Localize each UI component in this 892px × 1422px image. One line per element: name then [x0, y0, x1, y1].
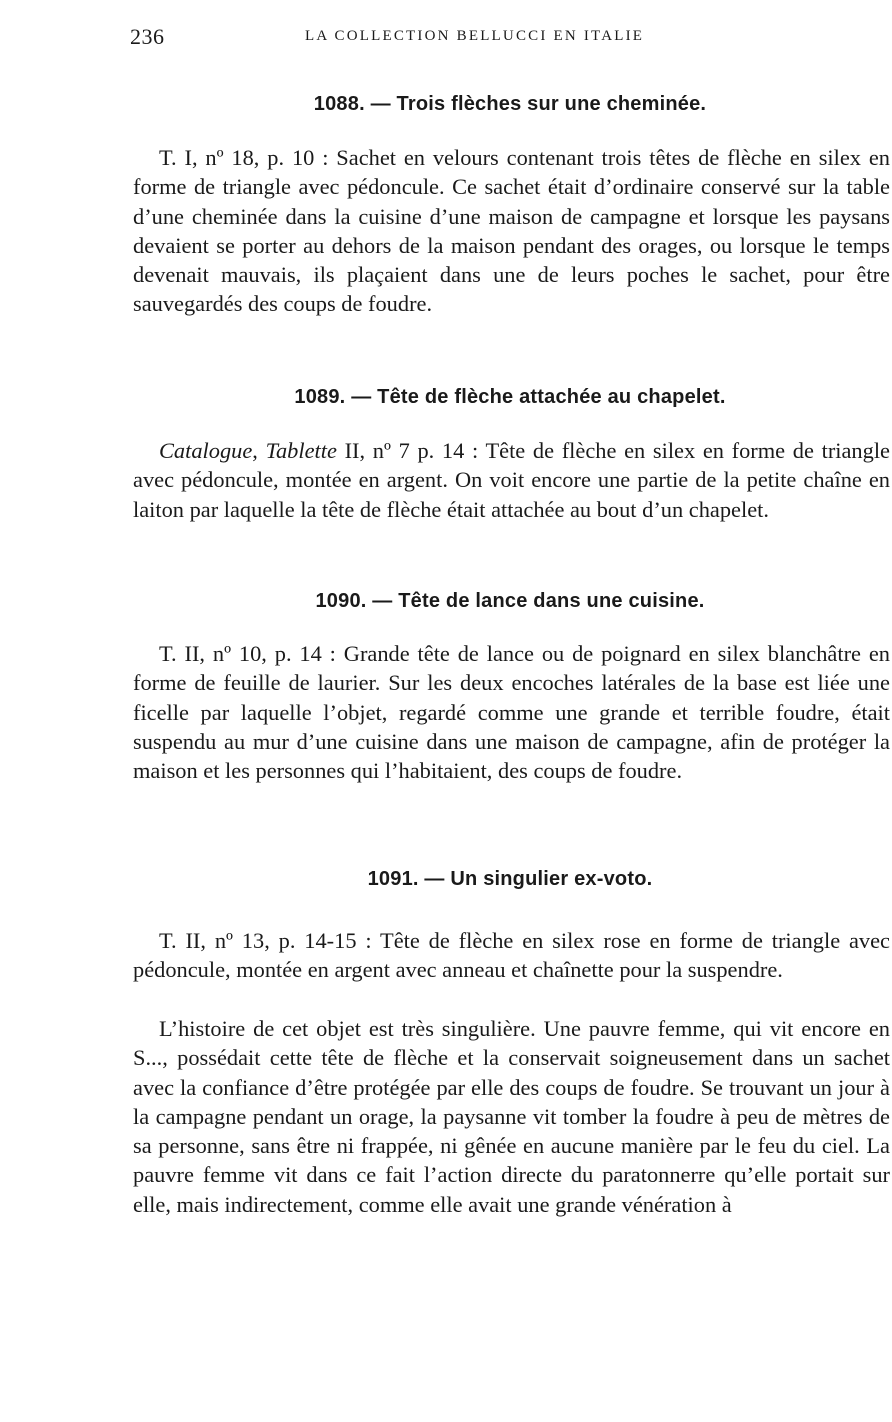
entry-paragraph-1089	[133, 436, 890, 524]
source-separator: ,	[252, 438, 266, 463]
source-catalogue: Catalogue	[159, 438, 253, 463]
entry-paragraph-1089-text: II, nº 7 p. 14 : Tête de flèche en silex en forme de triangle avec pédoncule, montée en argent. On voit encore une partie de la petite chaîne en laiton par laquelle la tête de flèche était attachée au bout d’un chapelet.	[133, 438, 890, 522]
entry-title-1090: 1090. — Tête de lance dans une cuisine.	[315, 590, 705, 612]
entry-paragraph-1091-b: L’histoire de cet objet est très singulière. Une pauvre femme, qui vit encore en S..., possédait cette tête de flèche et la conservait soigneusement dans un sachet avec la confiance d’être protégée par elle des coups de foudre. Se trouvant un jour à la campagne pendant un orage, la paysanne vit tomber la foudre à peu de mètres de sa personne, sans être ni frappée, ni gênée en aucune manière par le feu du ciel. La pauvre femme vit dans ce fait l’action directe du paratonnerre qu’elle portait sur elle, mais indirectement, comme elle avait une grande vénération à	[133, 1016, 890, 1217]
source-tablette: Tablette	[265, 438, 337, 463]
entry-title-1088: 1088. — Trois flèches sur une cheminée.	[313, 93, 707, 115]
entry-paragraph-1088: T. I, nº 18, p. 10 : Sachet en velours contenant trois têtes de flèche en silex en forme de triangle avec pédoncule. Ce sachet était d’ordinaire conservé sur la table d’une cheminée dans la cuisine d’une maison de campagne et lorsque les paysans devaient se porter au dehors de la maison pendant des orages, ou lorsque le temps devenait mauvais, ils plaçaient dans une de leurs poches le sachet, pour être sauvegardés des coups de foudre.	[133, 145, 890, 317]
entry-paragraph-1091-a: T. II, nº 13, p. 14-15 : Tête de flèche en silex rose en forme de triangle avec pédoncule, montée en argent avec anneau et chaînette pour la suspendre.	[133, 928, 890, 983]
page-header	[130, 24, 758, 54]
page-number: 236	[130, 24, 165, 49]
entry-paragraph-1090: T. II, nº 10, p. 14 : Grande tête de lance ou de poignard en silex blanchâtre en forme de feuille de laurier. Sur les deux encoches latérales de la base est liée une ficelle par laquelle l’objet, regardé comme une grande et terrible foudre, était suspendu au mur d’une cuisine dans une maison de campagne, afin de protéger la maison et les personnes qui l’habitaient, des coups de foudre.	[133, 641, 890, 784]
entry-title-1089: 1089. — Tête de flèche attachée au chapelet.	[294, 386, 726, 408]
entry-title-1091: 1091. — Un singulier ex-voto.	[367, 868, 653, 890]
running-head: LA COLLECTION BELLUCCI EN ITALIE	[305, 28, 645, 44]
